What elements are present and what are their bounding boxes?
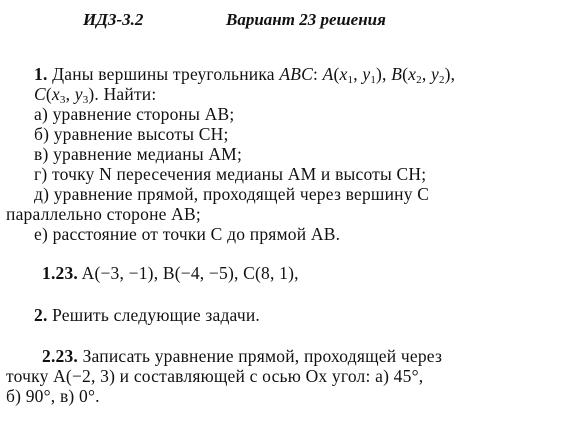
- problem-1-number: 1.: [34, 64, 48, 84]
- item-a: а) уравнение стороны AB;: [34, 104, 235, 124]
- item-d: д) уравнение прямой, проходящей через вершину C: [34, 184, 430, 204]
- problem-1-intro: Даны вершины треугольника: [52, 64, 275, 84]
- problem-2: [34, 305, 260, 325]
- data-2-number: 2.23.: [42, 346, 78, 366]
- problem-1-line-2: $C(x_3$, $y_3$). Найти:: [34, 84, 157, 106]
- item-g: г) точку N пересечения медианы AM и высоты CH;: [34, 164, 427, 184]
- assignment-code: ИДЗ-3.2: [83, 10, 144, 29]
- problem-1-line-1: 1. Даны вершины треугольника ABC: $A(x_1$, $y_1$), $B(x_2$, $y_2$),: [34, 64, 456, 86]
- item-b: б) уравнение высоты CH;: [34, 124, 229, 144]
- problem-2-number: 2.: [34, 305, 48, 325]
- data-1-points: A(−3, −1), B(−4, −5), C(8, 1),: [81, 263, 299, 283]
- item-v: в) уравнение медианы AM;: [34, 144, 243, 164]
- item-e: е) расстояние от точки C до прямой AB.: [34, 224, 341, 244]
- data-2-line-2: точку A(−2, 3) и составляющей с осью Ox угол: а) 45°,: [6, 366, 424, 386]
- data-2-line-3: б) 90°, в) 0°.: [6, 386, 100, 406]
- data-2-line-1: [42, 346, 442, 366]
- variant-title: Вариант 23 решения: [226, 10, 386, 29]
- data-2-text-1: Записать уравнение прямой, проходящей через: [82, 346, 443, 366]
- triangle-name: ABC: [279, 64, 313, 84]
- problem-2-text: Решить следующие задачи.: [52, 305, 260, 325]
- item-d-continued: параллельно стороне AB;: [6, 204, 201, 224]
- data-1-number: 1.23.: [42, 263, 78, 283]
- find-label: Найти:: [103, 84, 157, 104]
- data-1-23: [42, 263, 299, 283]
